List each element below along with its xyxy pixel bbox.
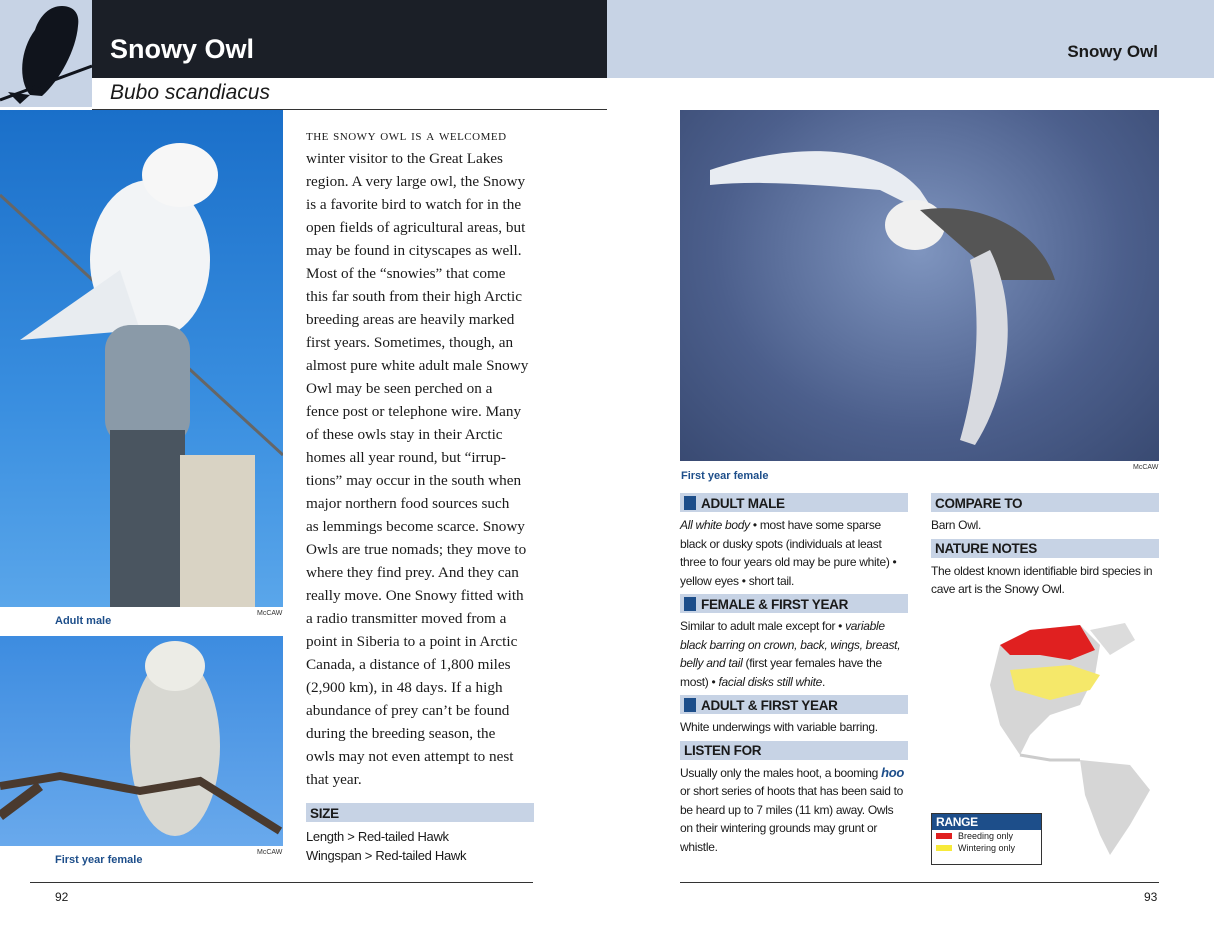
l2: or short series of hoots that has been said to be heard up to 7 miles (11 km) away. Owls on their wintering grounds may grunt or whistle.: [680, 784, 904, 854]
footer-rule-left: [30, 882, 533, 883]
body-line: (2,900 km), in 48 days. If a high: [306, 679, 503, 696]
right-photo-credit: McCAW: [1133, 464, 1159, 471]
body-line: region. A very large owl, the Snowy: [306, 173, 526, 190]
page-title: Snowy Owl: [92, 0, 607, 78]
listen-text: [680, 764, 908, 857]
legend-label: Wintering only: [958, 843, 1016, 853]
body-line: first years. Sometimes, though, an: [306, 334, 514, 351]
photo2-caption: First year female: [55, 854, 143, 866]
body-line: Owls are true nomads; they move to: [306, 541, 527, 558]
page-number-right: 93: [1144, 890, 1158, 904]
body-line: a radio transmitter moved from a: [306, 610, 507, 627]
size-wingspan: Wingspan > Red-tailed Hawk: [306, 847, 467, 863]
scientific-name: Bubo scandiacus: [92, 78, 607, 110]
nature-header: NATURE NOTES: [931, 539, 1159, 558]
body-line: open fields of agricultural areas, but: [306, 219, 526, 236]
perched-bird-icon: [684, 496, 696, 510]
body-line: as lemmings become scarce. Snowy: [306, 518, 525, 535]
adult-male-desc: • most have some sparse black or dusky spots (individuals at least three to four years old may be pure white) • yellow eyes • short tail.: [680, 518, 897, 588]
owl-silhouette-icon: [0, 0, 92, 107]
photo1-credit: McCAW: [257, 610, 283, 617]
t4: facial disks still white: [718, 674, 822, 689]
t1: Similar to adult male except for •: [680, 619, 846, 633]
footer-rule-right: [680, 882, 1159, 883]
owl-silhouette-block: [0, 0, 92, 107]
body-line: winter visitor to the Great Lakes: [306, 150, 503, 167]
body-line: this far south from their high Arctic: [306, 288, 522, 305]
body-line: of these owls stay in their Arctic: [306, 426, 503, 443]
right-page-header: Snowy Owl: [607, 0, 1214, 78]
hoo-call: hoo: [881, 764, 905, 780]
flight-text: White underwings with variable barring.: [680, 720, 878, 734]
body-line: abundance of prey can’t be found: [306, 702, 510, 719]
photo1-caption: Adult male: [55, 615, 112, 627]
female-header: [680, 594, 908, 613]
body-line: major northern food sources such: [306, 495, 510, 512]
nature-text: The oldest known identifiable bird species in cave art is the Snowy Owl.: [931, 563, 1153, 596]
listen-header: LISTEN FOR: [680, 741, 908, 760]
body-line: Most of the “snowies” that come: [306, 265, 506, 282]
range-title: RANGE: [932, 814, 1041, 830]
species-description: [306, 124, 536, 791]
compare-header: COMPARE TO: [931, 493, 1159, 512]
legend-swatch: [936, 845, 952, 851]
perched-bird-icon: [684, 597, 696, 611]
flying-bird-icon: [684, 698, 696, 712]
t2: variable black barring on crown, back, wings, breast, belly and tail: [680, 619, 901, 670]
l1: Usually only the males hoot, a booming: [680, 765, 882, 780]
legend-item: [932, 830, 1041, 842]
compare-text: Barn Owl.: [931, 518, 981, 532]
first-year-female-photo: [0, 636, 283, 846]
flight-header: [680, 695, 908, 714]
legend-label: Breeding only: [958, 831, 1014, 841]
id-column: [680, 493, 908, 860]
body-line: may be found in cityscapes as well.: [306, 242, 522, 259]
size-length: Length > Red-tailed Hawk: [306, 829, 449, 844]
body-line: point in Siberia to a point in Arctic: [306, 633, 518, 650]
size-info: [306, 828, 534, 865]
female-title: FEMALE & FIRST YEAR: [701, 596, 849, 612]
body-line: fence post or telephone wire. Many: [306, 403, 522, 420]
flight-title: ADULT & FIRST YEAR: [701, 697, 838, 713]
adult-male-key: All white body: [680, 518, 750, 532]
body-line: Canada, a distance of 1,800 miles: [306, 656, 511, 673]
adult-male-photo: [0, 110, 283, 607]
body-line: owls may not even attempt to nest: [306, 748, 514, 765]
body-line: during the breeding season, the: [306, 725, 496, 742]
adult-male-header: [680, 493, 908, 512]
body-line: where they find prey. And they can: [306, 564, 519, 581]
photo2-credit: McCAW: [257, 849, 283, 856]
body-line: almost pure white adult male Snowy: [306, 357, 529, 374]
body-line: homes all year round, but “irrup-: [306, 449, 506, 466]
body-line: Owl may be seen perched on a: [306, 380, 493, 397]
t5: .: [822, 674, 826, 689]
right-photo-caption: First year female: [681, 470, 769, 482]
body-line: tions” may occur in the south when: [306, 472, 522, 489]
intro-line: the snowy owl is a welcomed: [306, 127, 507, 144]
body-line: really move. One Snowy fitted with: [306, 587, 524, 604]
page-number-left: 92: [55, 890, 69, 904]
body-line: breeding areas are heavily marked: [306, 311, 515, 328]
legend-swatch: [936, 833, 952, 839]
adult-male-text: [680, 516, 908, 590]
t3: (first year females have the most) •: [680, 656, 882, 689]
notes-column: [931, 493, 1159, 603]
adult-male-title: ADULT MALE: [701, 495, 785, 511]
body-line: that year.: [306, 771, 362, 788]
female-text: [680, 617, 908, 691]
flying-owl-photo: [680, 110, 1159, 461]
size-header: SIZE: [306, 803, 534, 822]
body-line: is a favorite bird to watch for in the: [306, 196, 522, 213]
legend-item: [932, 842, 1041, 854]
range-legend: [931, 813, 1042, 865]
